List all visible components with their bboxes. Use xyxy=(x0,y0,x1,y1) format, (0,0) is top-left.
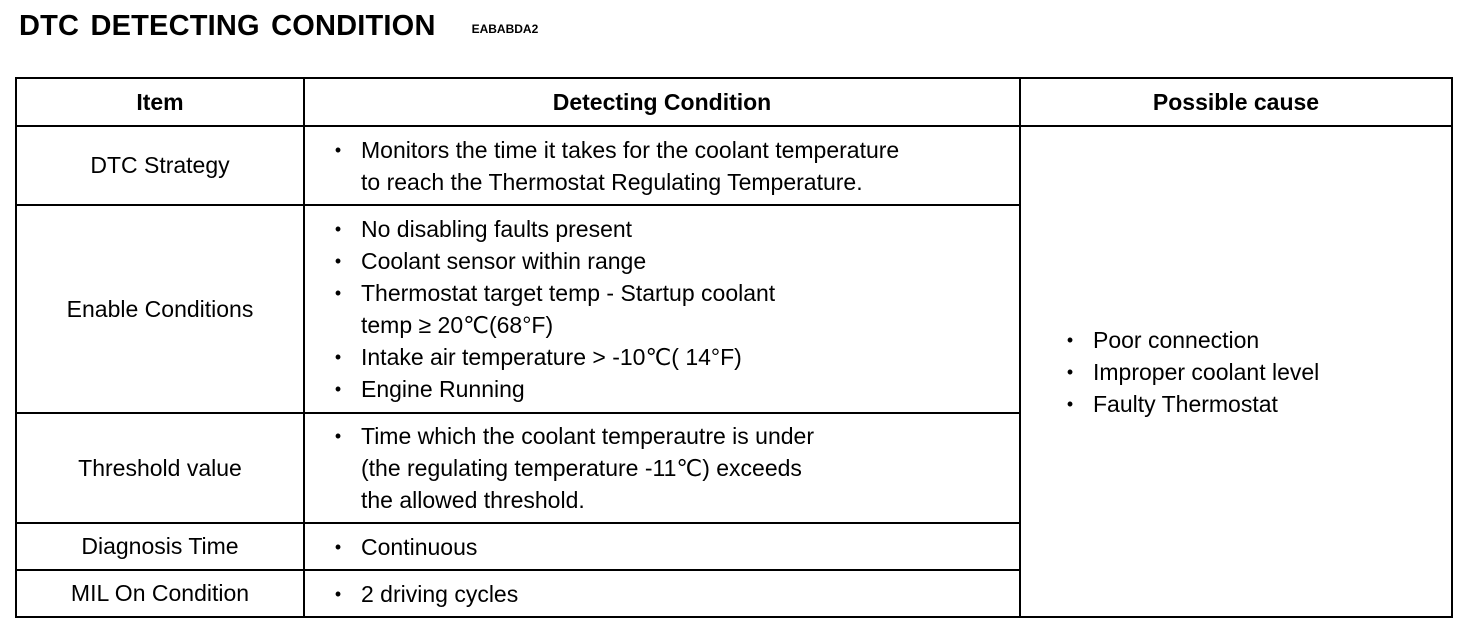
list-item-text: Improper coolant level xyxy=(1093,358,1320,385)
condition-list xyxy=(331,420,1019,516)
list-item-text: 2 driving cycles xyxy=(361,580,519,607)
list-item xyxy=(331,134,1019,198)
section-code: EABABDA2 xyxy=(471,22,539,36)
item-cell: MIL On Condition xyxy=(16,570,304,617)
condition-cell xyxy=(304,570,1020,617)
section-heading xyxy=(19,10,538,50)
bullet-icon: • xyxy=(334,251,342,271)
item-cell: Enable Conditions xyxy=(16,205,304,413)
table-row xyxy=(16,126,1452,205)
list-item-text: Time which the coolant temperautre is under (the regulating temperature -11℃) exceeds the allowed threshold. xyxy=(361,423,814,513)
item-cell: DTC Strategy xyxy=(16,126,304,205)
list-item xyxy=(331,213,1019,245)
condition-list xyxy=(331,578,1019,610)
list-item xyxy=(331,245,1019,277)
item-cell: Threshold value xyxy=(16,413,304,523)
list-item xyxy=(1063,388,1451,420)
section-title: DTC DETECTING CONDITION xyxy=(19,10,436,42)
list-item xyxy=(1063,356,1451,388)
condition-cell xyxy=(304,523,1020,570)
bullet-icon: • xyxy=(334,536,342,557)
bullet-icon: • xyxy=(334,347,342,367)
list-item xyxy=(331,420,1019,516)
list-item xyxy=(331,277,1019,341)
bullet-icon: • xyxy=(1066,361,1074,382)
cause-list xyxy=(1063,324,1451,420)
table-header-row xyxy=(16,78,1452,126)
list-item-text: Faulty Thermostat xyxy=(1093,390,1278,417)
list-item xyxy=(331,341,1019,373)
list-item-text: Coolant sensor within range xyxy=(361,248,647,274)
list-item-text: Thermostat target temp - Startup coolant temp ≥ 20℃(68°F) xyxy=(361,280,776,338)
list-item xyxy=(331,578,1019,610)
list-item-text: Poor connection xyxy=(1093,326,1260,353)
condition-list xyxy=(331,134,1019,198)
list-item xyxy=(331,373,1019,405)
bullet-icon: • xyxy=(334,379,342,399)
possible-cause-cell xyxy=(1020,126,1452,617)
header-detecting-condition: Detecting Condition xyxy=(304,78,1020,126)
bullet-icon: • xyxy=(334,426,342,446)
condition-cell xyxy=(304,413,1020,523)
bullet-icon: • xyxy=(1066,329,1074,350)
list-item-text: No disabling faults present xyxy=(361,216,633,242)
item-cell: Diagnosis Time xyxy=(16,523,304,570)
condition-cell xyxy=(304,205,1020,413)
bullet-icon: • xyxy=(334,283,342,303)
list-item-text: Engine Running xyxy=(361,376,525,402)
bullet-icon: • xyxy=(334,219,342,239)
list-item-text: Continuous xyxy=(361,533,478,560)
dtc-condition-table xyxy=(15,77,1453,618)
list-item-text: Intake air temperature > -10℃( 14°F) xyxy=(361,344,742,370)
list-item xyxy=(1063,324,1451,356)
bullet-icon: • xyxy=(334,139,342,160)
list-item xyxy=(331,531,1019,563)
header-possible-cause: Possible cause xyxy=(1020,78,1452,126)
list-item-text: Monitors the time it takes for the coolant temperature to reach the Thermostat Regulating Temperature. xyxy=(361,136,900,195)
condition-list xyxy=(331,213,1019,405)
condition-list xyxy=(331,531,1019,563)
condition-cell xyxy=(304,126,1020,205)
bullet-icon: • xyxy=(334,583,342,604)
bullet-icon: • xyxy=(1066,393,1074,414)
header-item: Item xyxy=(16,78,304,126)
